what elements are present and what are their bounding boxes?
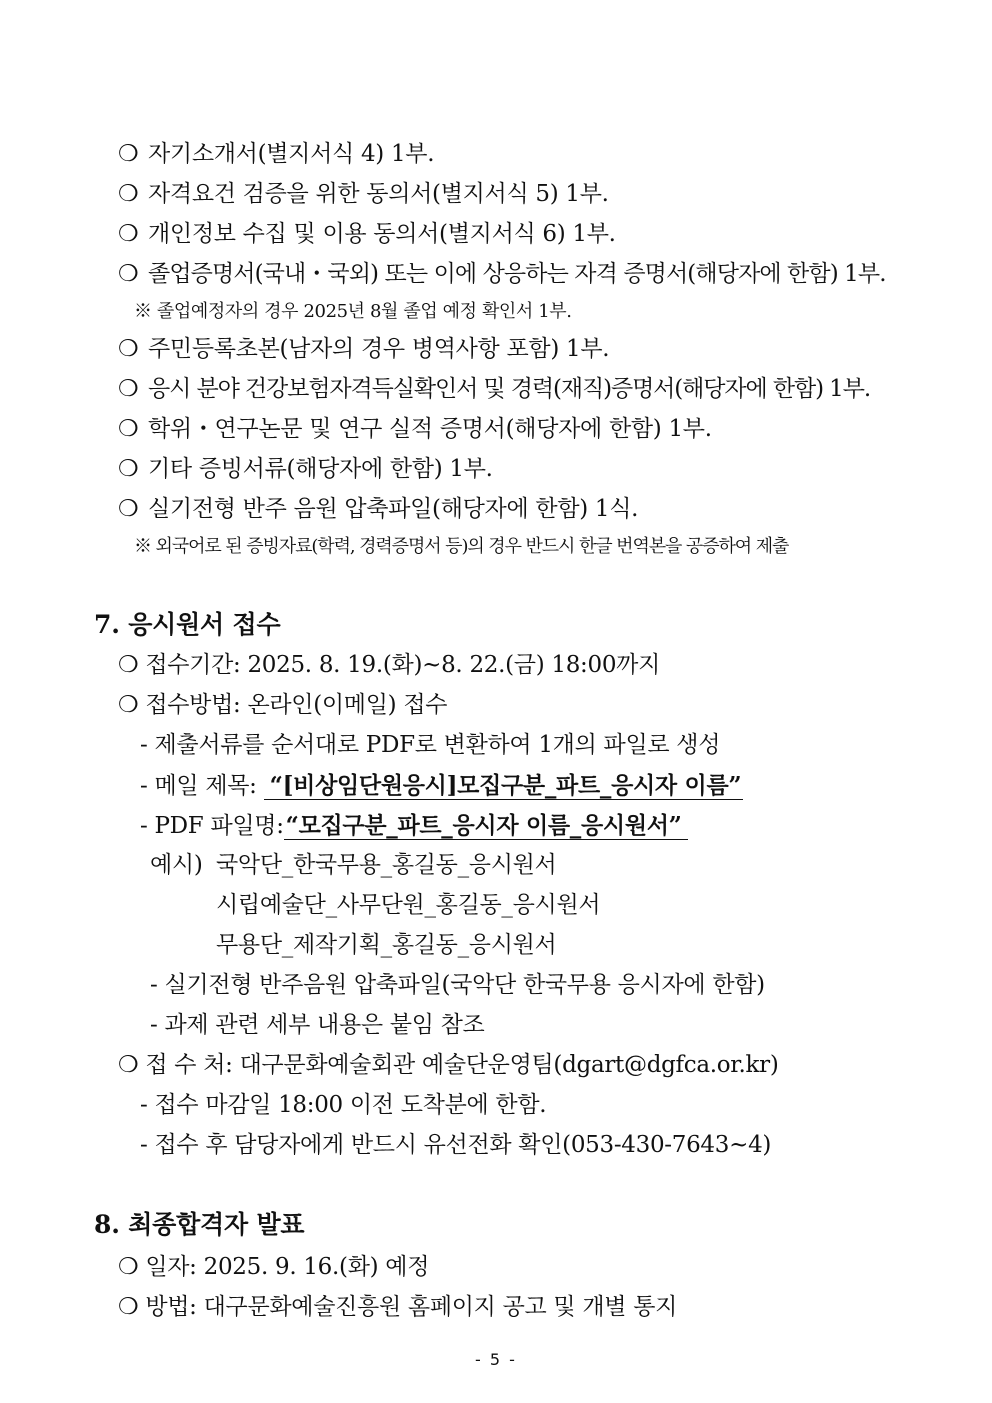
list-item	[118, 223, 616, 246]
method-sub-item: - 실기전형 반주음원 압축파일(국악단 한국무용 응시자에 한함)	[150, 972, 765, 998]
list-item-text: 응시 분야 건강보험자격득실확인서 및 경력(재직)증명서(해당자에 한함) 1부.	[148, 376, 871, 402]
example-label: 예시)	[150, 852, 203, 878]
list-item	[118, 143, 434, 166]
mail-title-value: “[비상임단원응시]모집구분_파트_응시자 이름”	[264, 774, 744, 800]
announcement-method: ❍ 방법: 대구문화예술진흥원 홈페이지 공고 및 개별 통지	[118, 1294, 678, 1320]
circle-bullet-icon: ❍	[118, 141, 139, 167]
method-sub-item: - 제출서류를 순서대로 PDF로 변환하여 1개의 파일로 생성	[140, 732, 721, 758]
section-heading: 8. 최종합격자 발표	[94, 1210, 305, 1239]
pdf-name-label: - PDF 파일명:	[140, 813, 284, 839]
mail-title-line	[140, 774, 743, 800]
pdf-name-line	[140, 814, 688, 840]
method-sub-item: - 과제 관련 세부 내용은 붙임 참조	[150, 1012, 485, 1038]
mail-title-label: - 메일 제목:	[140, 773, 264, 799]
place-sub-item: - 접수 마감일 18:00 이전 도착분에 한함.	[140, 1092, 547, 1118]
circle-bullet-icon: ❍	[118, 496, 139, 522]
list-item-text: 학위・연구논문 및 연구 실적 증명서(해당자에 한함) 1부.	[148, 416, 712, 442]
receipt-place: ❍ 접 수 처: 대구문화예술회관 예술단운영팀(dgart@dgfca.or.kr)	[118, 1052, 779, 1078]
list-item	[118, 498, 638, 521]
list-item	[118, 418, 712, 441]
list-item	[118, 458, 493, 481]
list-item-text: 자기소개서(별지서식 4) 1부.	[148, 141, 435, 167]
section-heading: 7. 응시원서 접수	[94, 610, 281, 639]
example-item: 무용단_제작기획_홍길동_응시원서	[216, 932, 557, 958]
list-item-text: 개인정보 수집 및 이용 동의서(별지서식 6) 1부.	[148, 221, 616, 247]
list-item	[118, 338, 609, 361]
pdf-name-value: “모집구분_파트_응시자 이름_응시원서”	[284, 814, 688, 840]
list-item	[118, 183, 609, 206]
circle-bullet-icon: ❍	[118, 416, 139, 442]
list-item	[118, 263, 886, 286]
receipt-method: ❍ 접수방법: 온라인(이메일) 접수	[118, 692, 448, 718]
receipt-period: ❍ 접수기간: 2025. 8. 19.(화)~8. 22.(금) 18:00까지	[118, 652, 661, 678]
list-item-text: 주민등록초본(남자의 경우 병역사항 포함) 1부.	[148, 336, 610, 362]
example-item: 시립예술단_사무단원_홍길동_응시원서	[216, 892, 601, 918]
page-number: - 5 -	[475, 1350, 517, 1369]
circle-bullet-icon: ❍	[118, 221, 139, 247]
note-text: ※ 외국어로 된 증빙자료(학력, 경력증명서 등)의 경우 반드시 한글 번역본을 공증하여 제출	[134, 536, 789, 557]
circle-bullet-icon: ❍	[118, 456, 139, 482]
list-item-text: 졸업증명서(국내・국외) 또는 이에 상응하는 자격 증명서(해당자에 한함) 1부.	[148, 261, 886, 287]
announcement-date: ❍ 일자: 2025. 9. 16.(화) 예정	[118, 1254, 430, 1280]
circle-bullet-icon: ❍	[118, 181, 139, 207]
circle-bullet-icon: ❍	[118, 376, 138, 402]
circle-bullet-icon: ❍	[118, 261, 138, 287]
example-item: 국악단_한국무용_홍길동_응시원서	[216, 852, 557, 878]
place-sub-item: - 접수 후 담당자에게 반드시 유선전화 확인(053-430-7643~4)	[140, 1132, 772, 1158]
list-item-text: 실기전형 반주 음원 압축파일(해당자에 한함) 1식.	[148, 496, 639, 522]
list-item-text: 자격요건 검증을 위한 동의서(별지서식 5) 1부.	[148, 181, 609, 207]
list-item	[118, 378, 870, 401]
circle-bullet-icon: ❍	[118, 336, 139, 362]
list-item-text: 기타 증빙서류(해당자에 한함) 1부.	[148, 456, 493, 482]
note-text: ※ 졸업예정자의 경우 2025년 8월 졸업 예정 확인서 1부.	[134, 301, 572, 322]
